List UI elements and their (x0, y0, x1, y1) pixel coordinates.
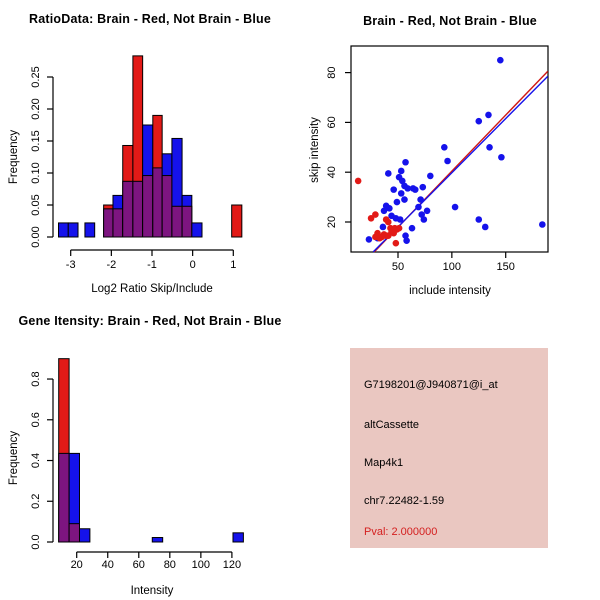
svg-text:60: 60 (132, 559, 145, 571)
svg-text:100: 100 (191, 559, 211, 571)
svg-text:0.4: 0.4 (30, 452, 42, 469)
event-type: altCassette (364, 419, 420, 431)
x-axis-label: Log2 Ratio Skip/Include (91, 283, 213, 295)
svg-text:0.05: 0.05 (30, 194, 42, 216)
svg-text:50: 50 (391, 261, 405, 273)
svg-text:40: 40 (101, 559, 114, 571)
svg-text:-2: -2 (106, 259, 117, 271)
ratio-histogram-canvas (0, 0, 300, 300)
svg-text:0: 0 (189, 259, 196, 271)
svg-text:0.6: 0.6 (30, 412, 42, 428)
chart-title: Gene Itensity: Brain - Red, Not Brain - Blue (18, 314, 282, 328)
svg-text:0.15: 0.15 (30, 130, 42, 152)
x-axis-label: Intensity (130, 585, 174, 597)
y-axis-label: Frequency (8, 129, 20, 185)
y-axis-label: Frequency (8, 430, 20, 486)
svg-text:0.25: 0.25 (30, 66, 42, 88)
pval-text: Pval: 2.000000 (364, 526, 438, 538)
chart-title: Brain - Red, Not Brain - Blue (363, 14, 537, 28)
svg-text:-1: -1 (147, 259, 157, 271)
svg-text:80: 80 (326, 66, 338, 79)
panel-gene-intensity-histogram (0, 300, 300, 600)
svg-text:1: 1 (230, 259, 237, 271)
svg-text:100: 100 (442, 261, 462, 273)
gene-symbol: Map4k1 (364, 457, 404, 469)
chart-title: RatioData: Brain - Red, Not Brain - Blue (28, 12, 272, 26)
svg-text:0.00: 0.00 (30, 226, 42, 248)
svg-text:0.2: 0.2 (30, 493, 42, 509)
locus: chr7.22482-1.59 (364, 495, 445, 507)
svg-text:60: 60 (326, 116, 338, 129)
svg-text:0.8: 0.8 (30, 371, 42, 387)
panel-intensity-scatter (300, 0, 600, 300)
svg-text:0.10: 0.10 (30, 162, 42, 184)
gene-histogram-canvas (0, 300, 300, 600)
scatter-plot-canvas (300, 0, 600, 300)
svg-text:40: 40 (326, 166, 338, 179)
svg-text:120: 120 (222, 559, 242, 571)
probe-id: G7198201@J940871@i_at (364, 379, 498, 391)
svg-text:-3: -3 (65, 259, 76, 271)
svg-text:80: 80 (163, 559, 176, 571)
panel-gene-info (300, 300, 600, 600)
svg-text:20: 20 (326, 215, 338, 229)
svg-text:0.20: 0.20 (30, 98, 42, 120)
svg-text:150: 150 (496, 261, 515, 273)
svg-text:20: 20 (70, 559, 83, 571)
panel-ratio-histogram (0, 0, 300, 300)
x-axis-label: include intensity (409, 285, 491, 297)
gene-info-box (350, 348, 548, 548)
y-axis-label: skip intensity (309, 117, 321, 183)
svg-text:0.0: 0.0 (30, 534, 42, 550)
